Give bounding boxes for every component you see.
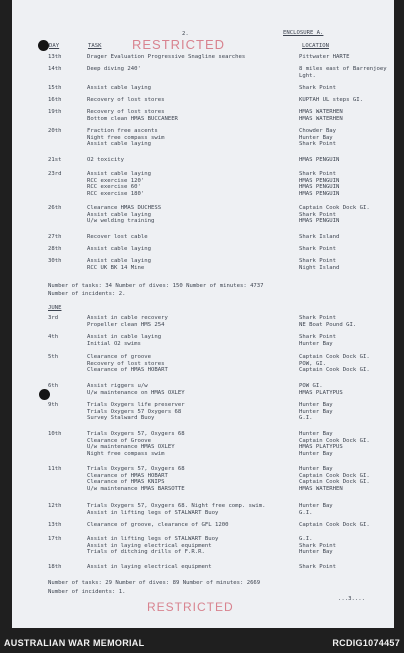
- entry-task: Clearance of groove, clearance of GFL 1200: [87, 522, 229, 528]
- may-summary-line: Number of tasks: 34 Number of dives: 150 Number of minutes: 4737: [48, 283, 264, 289]
- entry-location: Captain Cook Dock GI.: [299, 354, 370, 360]
- entry-location: Shark Point: [299, 564, 337, 570]
- entry-location: Shark Point: [299, 246, 337, 252]
- entry-task: RCC exercise 120': [87, 177, 145, 184]
- entry-day: 16th: [48, 97, 62, 103]
- entry-task: Recover lost cable: [87, 234, 148, 240]
- entry-task: Trials Oxygers 57, Oxygers 68: [87, 466, 185, 472]
- entry-task: RCC exercise 60': [87, 184, 141, 191]
- continued-marker: ...3....: [338, 596, 365, 602]
- entry-day: 15th: [48, 85, 62, 91]
- entry-location: Shark Point: [299, 258, 337, 264]
- entry-task: Trials Oxygers 57 Oxygers 68: [87, 408, 182, 415]
- entry-location: HMAS WATERHEN: [299, 115, 343, 122]
- entry-location: Captain Cook Dock GI.: [299, 472, 370, 479]
- entry-location: Chowder Bay: [299, 128, 337, 134]
- entry-location: Hunter Bay: [299, 503, 333, 509]
- entry-task: U/w maintenance HMAS BARSOTTE: [87, 485, 185, 492]
- entry-task: U/w maintenance HMAS OXLEY: [87, 444, 175, 451]
- entry-location: HMAS PENGUIN: [299, 157, 340, 163]
- document-page: [12, 0, 394, 628]
- entry-day: 12th: [48, 503, 62, 509]
- entry-day: 30th: [48, 258, 62, 264]
- entry-location: Hunter Bay: [299, 549, 333, 556]
- entry-day: 14th: [48, 66, 62, 72]
- entry-task: Initial O2 swims: [87, 340, 141, 347]
- archive-footer: [0, 628, 404, 653]
- entry-location: KUPTAH UL steps GI.: [299, 97, 363, 103]
- entry-task: Assist riggers u/w: [87, 383, 148, 389]
- entry-task: Assist cable laying: [87, 258, 151, 264]
- entry-location: Captain Cook Dock GI.: [299, 437, 370, 444]
- entry-location: Captain Cook Dock GI.: [299, 367, 370, 374]
- entry-location: Shark Point: [299, 334, 337, 340]
- footer-reference: RCDIG1074457: [332, 638, 400, 648]
- entry-task: RCC UK BK 14 Mine: [87, 264, 145, 271]
- entry-task: Assist cable laying: [87, 141, 151, 148]
- enclosure-label: ENCLOSURE A.: [283, 30, 324, 36]
- entry-task: Clearance of HMAS HOBART: [87, 472, 168, 479]
- entry-location: HMAS PENGUIN: [299, 190, 340, 197]
- entry-day: 28th: [48, 246, 62, 252]
- entry-day: 11th: [48, 466, 62, 472]
- entry-task: Recovery of lost stores: [87, 97, 165, 103]
- footer-credit: AUSTRALIAN WAR MEMORIAL: [4, 638, 145, 648]
- entry-task: U/w welding training: [87, 218, 155, 225]
- entry-day: 10th: [48, 431, 62, 437]
- may-summary-line: Number of incidents: 2.: [48, 291, 126, 297]
- punch-hole: [39, 389, 50, 400]
- entry-day: 23rd: [48, 171, 62, 177]
- entry-location: Hunter Bay: [299, 134, 333, 141]
- entry-task: U/w maintenance on HMAS OXLEY: [87, 389, 185, 396]
- entry-location: G.I.: [299, 415, 313, 422]
- entry-task: Bottom clean HMAS BUCCANEER: [87, 115, 178, 122]
- entry-task: Assist cable laying: [87, 246, 151, 252]
- entry-day: 4th: [48, 334, 59, 340]
- entry-task: Assist in lifting legs of STALWART Buoy: [87, 536, 219, 542]
- entry-location: Pittwater HARTE: [299, 54, 350, 60]
- entry-task: Clearance of HMAS KNIPS: [87, 479, 165, 486]
- entry-task: Clearance HMAS DUCHESS: [87, 205, 162, 211]
- entry-task: Assist in laying electrical equipment: [87, 564, 212, 570]
- entry-location: Hunter Bay: [299, 340, 333, 347]
- punch-hole: [38, 40, 49, 51]
- entry-task: Assist cable laying: [87, 171, 151, 177]
- entry-location: Lght.: [299, 72, 316, 79]
- entry-day: 20th: [48, 128, 62, 134]
- entry-location: HMAS PENGUIN: [299, 184, 340, 191]
- entry-location: G.I.: [299, 509, 313, 516]
- entry-location: Captain Cook Dock GI.: [299, 479, 370, 486]
- entry-task: Recovery of lost stores: [87, 109, 165, 115]
- entry-task: Survey Stalward Buoy: [87, 415, 155, 422]
- entry-location: NE Boat Pound GI.: [299, 321, 357, 328]
- entry-task: Propeller clean HMS 254: [87, 321, 165, 328]
- entry-location: Shark Point: [299, 542, 337, 549]
- entry-day: 21st: [48, 157, 62, 163]
- entry-location: Night Island: [299, 264, 340, 271]
- entry-location: Hunter Bay: [299, 431, 333, 437]
- entry-day: 27th: [48, 234, 62, 240]
- entry-task: Assist cable laying: [87, 85, 151, 91]
- entry-task: Recovery of lost stores: [87, 360, 165, 367]
- entry-location: Shark Point: [299, 315, 337, 321]
- entry-day: 13th: [48, 522, 62, 528]
- month-heading: JUNE: [48, 305, 62, 311]
- entry-day: 26th: [48, 205, 62, 211]
- restricted-stamp-bottom: RESTRICTED: [147, 600, 234, 614]
- june-summary-line: Number of incidents: 1.: [48, 589, 126, 595]
- entry-task: Trials of ditching drills of F.R.R.: [87, 549, 205, 556]
- entry-location: Shark Point: [299, 171, 337, 177]
- entry-location: HMAS PLATYPUS: [299, 444, 343, 451]
- entry-location: G.I.: [299, 536, 313, 542]
- entry-location: Hunter Bay: [299, 466, 333, 472]
- entry-task: Assist cable laying: [87, 211, 151, 218]
- entry-task: Drager Evaluation Progressive Snagline searches: [87, 54, 246, 60]
- entry-task: Fraction free ascents: [87, 128, 158, 134]
- entry-task: Assist in cable recovery: [87, 315, 168, 321]
- entry-location: POW, GI.: [299, 360, 326, 367]
- entry-task: Night free compass swim: [87, 134, 165, 141]
- entry-day: 3rd: [48, 315, 59, 321]
- entry-location: HMAS WATERHEN: [299, 485, 343, 492]
- entry-location: Shark Point: [299, 211, 337, 218]
- june-summary-line: Number of tasks: 29 Number of dives: 89 Number of minutes: 2669: [48, 580, 261, 586]
- page-number: 2.: [182, 31, 189, 37]
- entry-day: 5th: [48, 354, 59, 360]
- entry-day: 9th: [48, 402, 59, 408]
- entry-day: 13th: [48, 54, 62, 60]
- entry-task: Clearance of HMAS HOBART: [87, 367, 168, 374]
- entry-location: Shark Point: [299, 141, 337, 148]
- restricted-stamp-top: RESTRICTED: [132, 37, 226, 52]
- entry-task: Trials Oxygers 57, Oxygers 68. Night free comp. swim.: [87, 503, 266, 509]
- entry-location: Captain Cook Dock GI.: [299, 522, 370, 528]
- column-header-location: LOCATION: [302, 43, 329, 49]
- entry-task: RCC exercise 180': [87, 190, 145, 197]
- entry-day: 17th: [48, 536, 62, 542]
- entry-task: Night free compass swim: [87, 450, 165, 457]
- entry-task: Deep diving 240': [87, 66, 141, 72]
- entry-day: 6th: [48, 383, 59, 389]
- entry-task: Clearance of Groove: [87, 437, 151, 444]
- entry-day: 19th: [48, 109, 62, 115]
- entry-task: Trials Oxygers 57, Oxygers 68: [87, 431, 185, 437]
- entry-location: Captain Cook Dock GI.: [299, 205, 370, 211]
- column-header-day: DAY: [49, 43, 60, 49]
- entry-location: Shark Point: [299, 85, 337, 91]
- entry-location: 8 miles east of Barrenjoey: [299, 66, 387, 72]
- entry-task: Assist in lifting legs of STALWART Buoy: [87, 509, 219, 516]
- entry-location: POW GI.: [299, 383, 323, 389]
- entry-task: Assist in cable laying: [87, 334, 162, 340]
- entry-location: Hunter Bay: [299, 408, 333, 415]
- entry-location: HMAS PLATYPUS: [299, 389, 343, 396]
- entry-location: HMAS WATERHEN: [299, 109, 343, 115]
- entry-location: Hunter Bay: [299, 450, 333, 457]
- entry-location: Hunter Bay: [299, 402, 333, 408]
- entry-task: Trials Oxygers life preserver: [87, 402, 185, 408]
- entry-task: O2 toxicity: [87, 157, 125, 163]
- column-header-task: TASK: [88, 43, 102, 49]
- entry-location: HMAS PENGUIN: [299, 177, 340, 184]
- entry-day: 18th: [48, 564, 62, 570]
- entry-location: HMAS PENGUIN: [299, 218, 340, 225]
- entry-task: Assist in laying electrical equipment: [87, 542, 212, 549]
- entry-location: Shark Island: [299, 234, 340, 240]
- entry-task: Clearance of groove: [87, 354, 151, 360]
